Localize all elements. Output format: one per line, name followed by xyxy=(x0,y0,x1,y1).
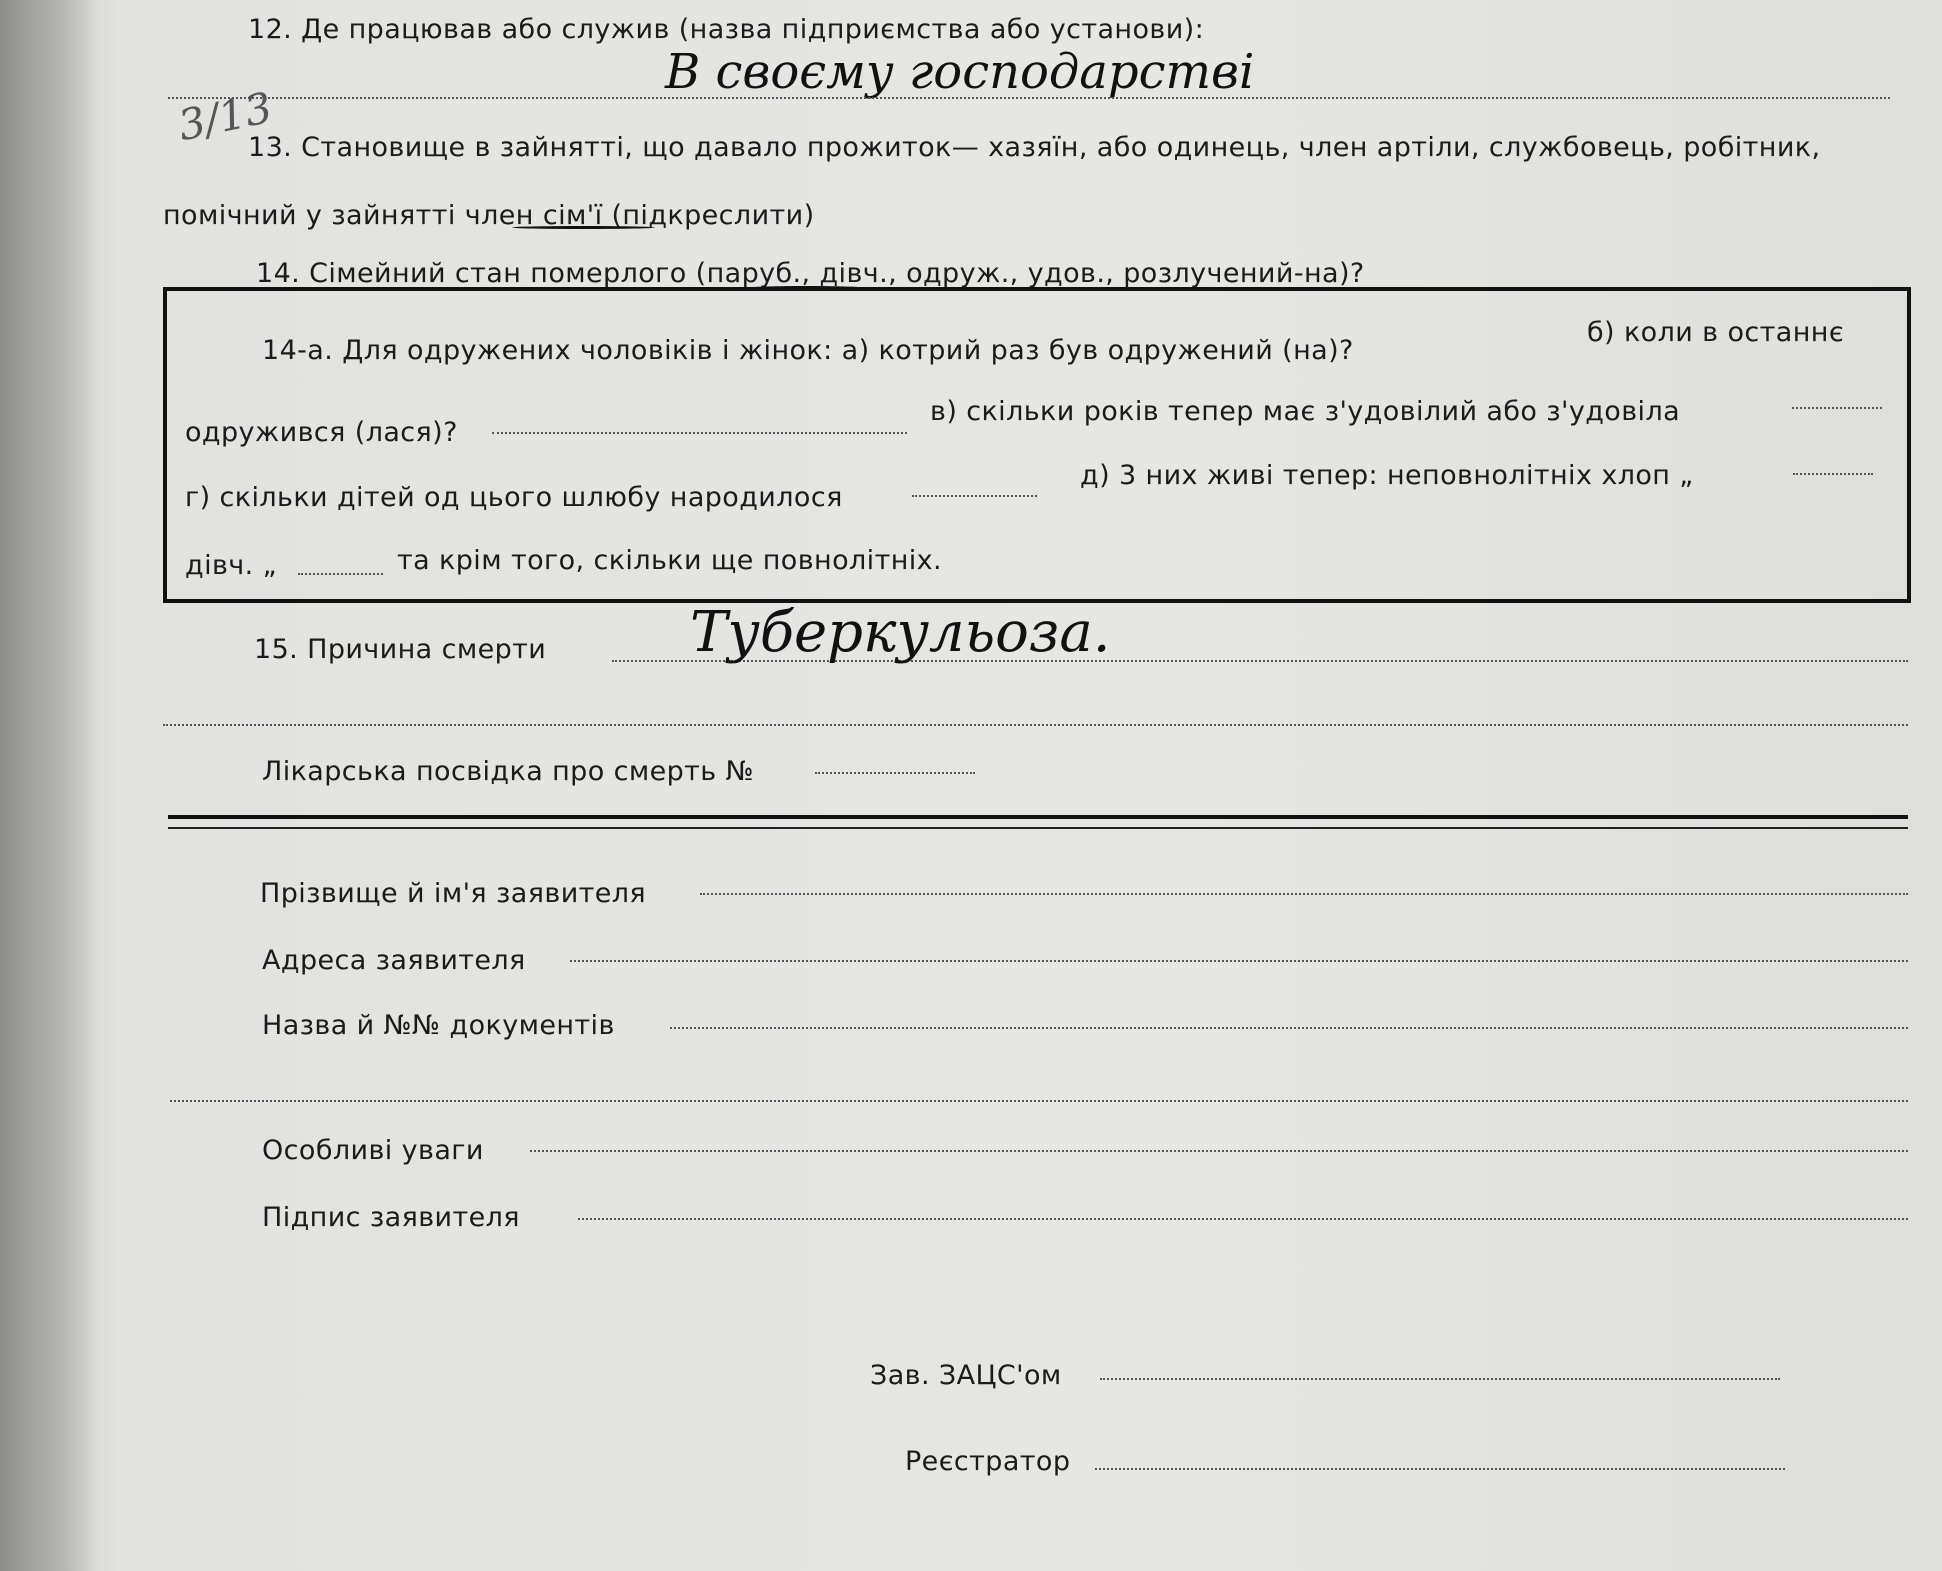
applicant-docs-extra-line xyxy=(170,1100,1908,1102)
item12-label: 12. Де працював або служив (назва підприємства або установи): xyxy=(248,14,1205,45)
item15-label: 15. Причина смерти xyxy=(254,634,547,665)
applicant-name-field xyxy=(700,893,1908,895)
applicant-signature-label: Підпис заявителя xyxy=(262,1202,520,1233)
item13-label-line1: 13. Становище в зайнятті, що давало прожиток— хазяїн, або одинець, член артіли, службовець, робітник, xyxy=(248,132,1821,163)
applicant-address-label: Адреса заявителя xyxy=(262,945,526,976)
registrar-signature-field xyxy=(1095,1468,1785,1470)
applicant-address-field xyxy=(570,960,1908,962)
item12-handwritten-answer: В своєму господарстві xyxy=(665,44,1255,100)
item14a-line3b: д) 3 них живі тепер: неповнолітніх хлоп „ xyxy=(1080,460,1694,491)
item15-handwritten-answer: Туберкульоза. xyxy=(690,600,1111,665)
item14a-line4b: та крім того, скільки ще повнолітніх. xyxy=(397,545,943,576)
item14a-line2a: одружився (лася)? xyxy=(185,417,458,448)
applicant-docs-label: Назва й №№ документів xyxy=(262,1010,615,1041)
section-separator-bottom xyxy=(168,827,1908,829)
item14a-field-boys xyxy=(1793,473,1873,475)
section-separator-top xyxy=(168,815,1908,819)
item14a-field-girls xyxy=(298,573,383,575)
zags-head-signature-field xyxy=(1100,1378,1780,1380)
zags-head-label: Зав. ЗАЦС'ом xyxy=(870,1360,1062,1391)
special-notes-field xyxy=(530,1150,1908,1152)
medical-certificate-field xyxy=(815,772,975,774)
item14a-line1: 14-а. Для одружених чоловіків і жінок: а) котрий раз був одружений (на)? xyxy=(262,335,1354,366)
item14a-line2b: в) скільки років тепер має з'удовілий або з'удовіла xyxy=(930,396,1681,427)
item14a-field-children xyxy=(912,495,1037,497)
item14a-field-widowed xyxy=(1792,407,1882,409)
applicant-name-label: Прізвище й ім'я заявителя xyxy=(260,878,647,909)
item15-extra-line xyxy=(163,724,1908,726)
item14a-line3a: г) скільки дітей од цього шлюбу народилося xyxy=(185,482,843,513)
item14-label: 14. Сімейний стан померлого (паруб., дівч., одруж., удов., розлучений-на)? xyxy=(256,258,1365,289)
applicant-docs-field xyxy=(670,1027,1908,1029)
special-notes-label: Особливі уваги xyxy=(262,1135,484,1166)
item14a-field-married xyxy=(492,432,907,434)
item12-answer-line xyxy=(168,97,1890,99)
applicant-signature-field xyxy=(578,1218,1908,1220)
registrar-label: Реєстратор xyxy=(905,1446,1071,1477)
item13-label-line2: помічний у зайнятті член сім'ї (підкреслити) xyxy=(163,200,815,231)
margin-note: 3/13 xyxy=(173,82,277,151)
item13-underline-mark xyxy=(512,226,655,229)
item14a-line1b: б) коли в останнє xyxy=(1587,317,1845,348)
item14a-line4a: дівч. „ xyxy=(185,550,277,581)
medical-certificate-label: Лікарська посвідка про смерть № xyxy=(262,756,755,787)
binding-shadow xyxy=(0,0,95,1571)
